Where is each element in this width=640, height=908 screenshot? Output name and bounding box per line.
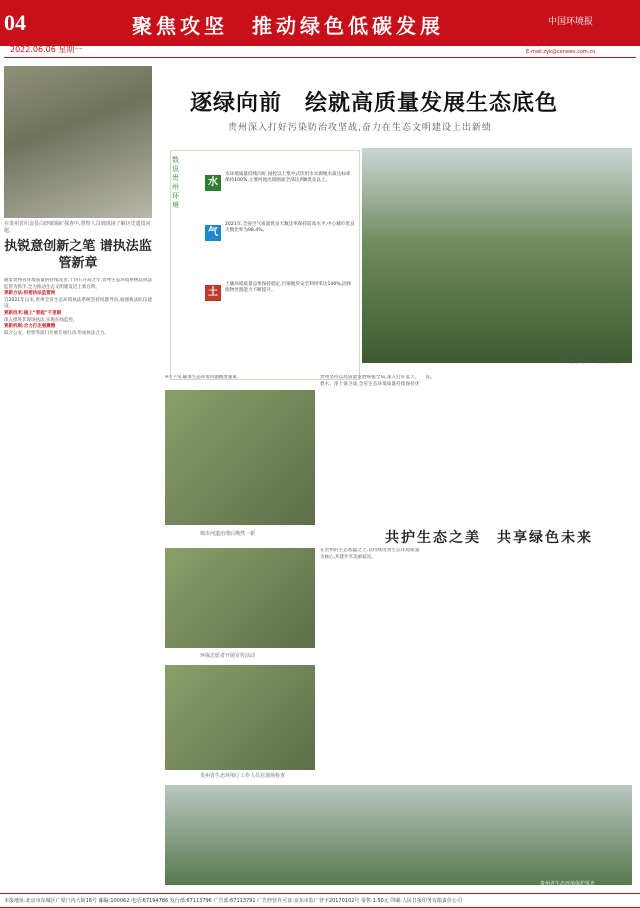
photo-caption: 环保志愿者开展宣传活动 — [200, 653, 256, 659]
issue-date: 2022.06.06 星期一 — [10, 45, 83, 54]
editor-info: 编辑:苏秀 电话:(010)67105295 传真:(010)67112957 E-mail:zyk@cenews.com.cn — [526, 28, 596, 55]
section-subtitle: 共护生态之美 共享绿色未来 — [385, 530, 593, 546]
column-text: 9月下旬,瞄准生态环境问题精准施策。 — [165, 375, 242, 380]
soil-stat: 土壤环境质量总体保持稳定,污染地块安全利用率达100%,固体废物处置能力不断提升。 — [225, 282, 352, 294]
photo-caption: 在贵州省织金县白砂镇锡矿探查中,督察人员到现场了解历史遗留问题。 — [4, 221, 151, 234]
paper-name: 中国环境报 — [548, 17, 594, 27]
page-number: 04 — [4, 10, 26, 35]
middle-article-text: 贵州坚持以高质量发展统揽全局,深入打好蓝天、碧水、净土保卫战,全省生态环境质量持续保持优良。 — [320, 375, 435, 387]
inspection-photo-2 — [165, 665, 315, 770]
main-headline: 逐绿向前 绘就高质量发展生态底色 — [190, 91, 559, 116]
left-column-text: 随着贵州省环境质量的持续改善,十四五开局之年,贵州生态环境系统以执法监管为抓手,全力推动生态文明建设迈上新台阶。 更新方法:织密执法监管网 自2021年以来,贵州全省生态环境执法系统坚持问题导向,加强执法队伍建设。 更新技术:插上“智能”千里眼 深入推进非现场执法,实施在线监控。 更新机制:合力打出强震慑 联合公安、检察等部门开展专项行动,形成执法合力。 — [4, 278, 152, 336]
soil-icon: 土 — [205, 285, 221, 301]
divider — [4, 57, 636, 58]
water-icon: 水 — [205, 175, 221, 191]
river-photo — [165, 390, 315, 525]
photo-caption: 城市河道治理后焕然一新 — [200, 531, 256, 537]
volunteer-photo — [165, 548, 315, 648]
lower-article-text: 在贵州的生态底蕴之上,以持续改善生态环境质量为核心,共建共享美丽家园。 — [320, 548, 420, 560]
scenery-photo — [165, 785, 632, 885]
air-icon: 气 — [205, 225, 221, 241]
photo-caption: 贵州省生态环境厅工作人员在现场检查 — [200, 773, 286, 779]
photo-caption: 贵州省生态环境保护风光 — [540, 881, 596, 887]
main-deck: 贵州深入打好污染防治攻坚战,奋力在生态文明建设上出新绩 — [228, 123, 492, 133]
water-stat: 水环境质量持续向好,国控以上集中式饮用水水源地水质达标率保持100%,主要河流出境断面全部达到Ⅲ类及以上。 — [225, 172, 351, 184]
stats-box-label: 数说贵州环境 — [172, 156, 179, 209]
footer: 本报地址:北京市东城区广渠门内大街16号 邮编:100062 电话:67194786 发行部:67113796 广告部:67113791 广告经营许可证:京东市监广登字20170102号 零售:1.50元 印刷:人民日报印务有限责任公司 — [0, 893, 640, 907]
article-subtitle: 执锐意创新之笔 谱执法监管新章 — [4, 239, 152, 271]
landscape-photo — [362, 148, 632, 363]
section-title: 聚焦攻坚 推动绿色低碳发展 — [132, 14, 444, 38]
photo-caption: 贵州省黔南州百里杜鹃景区 — [560, 359, 621, 365]
inspection-photo — [4, 66, 152, 218]
air-stat: 2021年,全省空气质量优良天数比率保持较高水平,中心城市优良天数比率为98.4%。 — [225, 222, 355, 234]
